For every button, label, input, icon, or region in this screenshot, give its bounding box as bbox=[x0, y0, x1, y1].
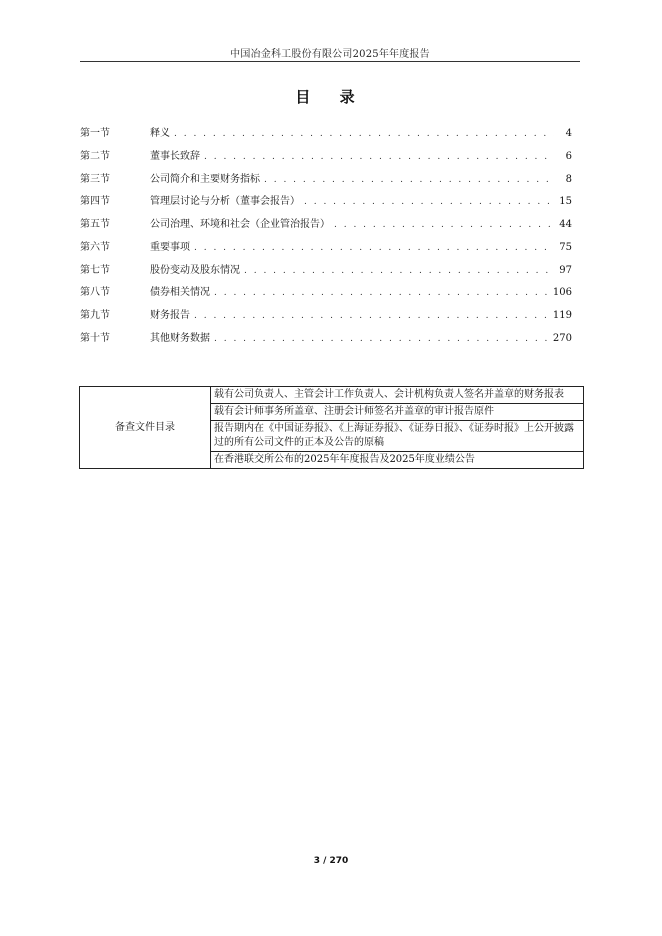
toc-section-title: 董事长致辞 bbox=[150, 150, 200, 162]
toc-section-number: 第五节 bbox=[80, 219, 110, 230]
reference-documents-table bbox=[79, 386, 584, 469]
toc-section-number: 第九节 bbox=[80, 310, 110, 321]
toc-entry[interactable] bbox=[80, 329, 572, 352]
toc-leader-dots bbox=[204, 152, 554, 162]
toc-section-title: 公司治理、环境和社会（企业管治报告） bbox=[150, 219, 330, 230]
toc-page-number: 106 bbox=[552, 287, 572, 299]
toc-entry[interactable] bbox=[80, 215, 572, 238]
toc-page-number: 270 bbox=[552, 332, 572, 344]
toc-page-number: 15 bbox=[559, 196, 572, 208]
toc-title: 目 录 bbox=[295, 88, 367, 106]
toc-page-number: 8 bbox=[565, 173, 572, 185]
toc-page-number: 6 bbox=[565, 150, 572, 162]
toc-section-number: 第三节 bbox=[80, 173, 110, 185]
reference-document-item: 报告期内在《中国证券报》、《上海证券报》、《证券日报》、《证券时报》上公开披露过的所有公司文件的正本及公告的原稿 bbox=[211, 421, 584, 452]
toc-section-number: 第四节 bbox=[80, 196, 110, 208]
toc-section-title: 释义 bbox=[150, 128, 170, 139]
toc-entry[interactable] bbox=[80, 147, 572, 170]
toc-leader-dots bbox=[194, 311, 549, 321]
toc-leader-dots bbox=[214, 288, 549, 298]
toc-page-number: 75 bbox=[559, 241, 572, 253]
toc-section-number: 第八节 bbox=[80, 287, 110, 299]
toc-page-number: 44 bbox=[559, 219, 572, 230]
toc-page-number: 4 bbox=[565, 128, 572, 139]
toc-section-title: 管理层讨论与分析（董事会报告） bbox=[150, 196, 300, 208]
toc-leader-dots bbox=[214, 334, 549, 344]
toc-leader-dots bbox=[304, 197, 554, 207]
toc-entry[interactable] bbox=[80, 170, 572, 193]
toc-entry[interactable] bbox=[80, 261, 572, 284]
toc-section-number: 第十节 bbox=[80, 332, 110, 344]
table-row bbox=[80, 387, 584, 404]
toc-section-title: 股份变动及股东情况 bbox=[150, 264, 240, 276]
toc-leader-dots bbox=[244, 266, 554, 276]
reference-document-item: 载有会计师事务所盖章、注册会计师签名并盖章的审计报告原件 bbox=[211, 404, 584, 421]
toc-section-number: 第一节 bbox=[80, 128, 110, 139]
toc-entry[interactable] bbox=[80, 306, 572, 329]
toc-section-number: 第六节 bbox=[80, 241, 110, 253]
toc-entry[interactable] bbox=[80, 283, 572, 306]
reference-document-item: 在香港联交所公布的2025年年度报告及2025年度业绩公告 bbox=[211, 452, 584, 469]
toc-leader-dots bbox=[174, 129, 554, 139]
reference-document-item: 载有公司负责人、主管会计工作负责人、会计机构负责人签名并盖章的财务报表 bbox=[211, 387, 584, 404]
toc-entry[interactable] bbox=[80, 192, 572, 215]
page-number: 3 / 270 bbox=[313, 856, 349, 866]
toc-section-title: 财务报告 bbox=[150, 310, 190, 321]
reference-documents-label: 备查文件目录 bbox=[80, 387, 211, 469]
toc-leader-dots bbox=[194, 243, 554, 253]
toc-entry[interactable] bbox=[80, 238, 572, 261]
toc-page-number: 97 bbox=[559, 264, 572, 276]
running-header: 中国冶金科工股份有限公司2025年年度报告 bbox=[230, 49, 430, 60]
toc-section-title: 债券相关情况 bbox=[150, 287, 210, 299]
toc-section-title: 重要事项 bbox=[150, 241, 190, 253]
header-divider bbox=[80, 61, 580, 62]
table-of-contents bbox=[80, 124, 572, 352]
toc-leader-dots bbox=[264, 175, 554, 185]
toc-page-number: 119 bbox=[552, 310, 572, 321]
toc-section-number: 第七节 bbox=[80, 264, 110, 276]
toc-section-title: 公司简介和主要财务指标 bbox=[150, 173, 260, 185]
toc-leader-dots bbox=[334, 220, 554, 230]
toc-section-number: 第二节 bbox=[80, 150, 110, 162]
toc-entry[interactable] bbox=[80, 124, 572, 147]
toc-section-title: 其他财务数据 bbox=[150, 332, 210, 344]
